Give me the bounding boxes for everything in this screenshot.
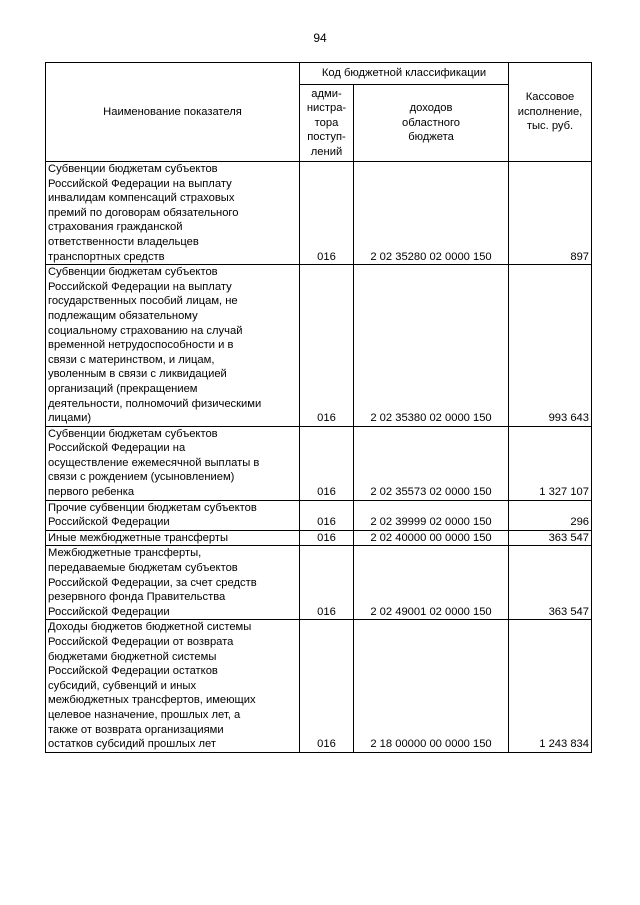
header-amount-line: Кассовое: [525, 91, 575, 104]
header-amount-line: исполнение,: [517, 105, 583, 118]
header-cash-execution: [509, 63, 592, 162]
indicator-name-line: Российской Федерации: [48, 516, 170, 529]
indicator-name-line: связи с материнством, и лицам,: [48, 353, 215, 366]
indicator-name-line: Доходы бюджетов бюджетной системы: [48, 621, 252, 634]
indicator-name-line: страхования гражданской: [48, 221, 183, 234]
indicator-name-line: остатков субсидий прошлых лет: [48, 738, 217, 751]
administrator-code-cell: 016: [300, 500, 354, 530]
cash-execution-cell: 363 547: [509, 530, 592, 546]
indicator-name-line: целевое назначение, прошлых лет, а: [48, 708, 241, 721]
indicator-name-line: инвалидам компенсаций страховых: [48, 192, 235, 205]
indicator-name-line: Российской Федерации остатков: [48, 665, 218, 678]
administrator-code-cell: 016: [300, 162, 354, 265]
indicator-name-cell: [46, 530, 300, 546]
revenue-code-cell: 2 18 00000 00 0000 150: [354, 620, 509, 752]
table-row: [46, 426, 592, 500]
indicator-name-cell: [46, 265, 300, 427]
indicator-name-line: Иные межбюджетные трансферты: [48, 531, 228, 544]
revenue-code-cell: 2 02 35280 02 0000 150: [354, 162, 509, 265]
indicator-name-cell: [46, 162, 300, 265]
indicator-name-line: подлежащим обязательному: [48, 309, 198, 322]
indicator-name-line: премий по договорам обязательного: [48, 206, 239, 219]
header-admin-line: нистра-: [306, 102, 347, 115]
indicator-name-line: межбюджетных трансфертов, имеющих: [48, 694, 256, 707]
header-admin-line: лений: [310, 145, 343, 158]
table-row: [46, 500, 592, 530]
table-row: [46, 162, 592, 265]
indicator-name-cell: [46, 620, 300, 752]
header-code-line: доходов: [409, 102, 453, 115]
cash-execution-cell: 296: [509, 500, 592, 530]
header-admin-line: поступ-: [307, 131, 346, 144]
indicator-name-line: Российской Федерации на выплату: [48, 280, 232, 293]
budget-table: [45, 62, 592, 753]
indicator-name-line: социальному страхованию на случай: [48, 324, 243, 337]
cash-execution-cell: 1 327 107: [509, 426, 592, 500]
table-row: [46, 265, 592, 427]
administrator-code-cell: 016: [300, 546, 354, 620]
revenue-code-cell: 2 02 40000 00 0000 150: [354, 530, 509, 546]
table-row: [46, 620, 592, 752]
indicator-name-line: Межбюджетные трансферты,: [48, 547, 202, 560]
revenue-code-cell: 2 02 39999 02 0000 150: [354, 500, 509, 530]
indicator-name-cell: [46, 500, 300, 530]
header-admin-line: тора: [314, 116, 339, 129]
indicator-name-line: Субвенции бюджетам субъектов: [48, 266, 218, 279]
indicator-name-line: бюджетами бюджетной системы: [48, 650, 217, 663]
administrator-code-cell: 016: [300, 426, 354, 500]
administrator-code-cell: 016: [300, 620, 354, 752]
page-number: 94: [313, 31, 327, 45]
header-amount-line: тыс. руб.: [526, 120, 574, 133]
header-code-line: бюджета: [408, 131, 454, 144]
table-row: [46, 530, 592, 546]
header-revenue-code: [354, 85, 509, 162]
indicator-name-line: государственных пособий лицам, не: [48, 295, 238, 308]
indicator-name-line: Российской Федерации: [48, 605, 170, 618]
indicator-name-line: передаваемые бюджетам субъектов: [48, 562, 238, 575]
cash-execution-cell: 363 547: [509, 546, 592, 620]
cash-execution-cell: 1 243 834: [509, 620, 592, 752]
indicator-name-line: Субвенции бюджетам субъектов: [48, 163, 218, 175]
indicator-name-line: связи с рождением (усыновлением): [48, 471, 235, 484]
table-row: [46, 546, 592, 620]
indicator-name-line: Российской Федерации на выплату: [48, 177, 232, 190]
indicator-name-line: организаций (прекращением: [48, 382, 198, 395]
indicator-name-cell: [46, 426, 300, 500]
header-budget-classification-code: Код бюджетной классификации: [300, 63, 509, 85]
revenue-code-cell: 2 02 49001 02 0000 150: [354, 546, 509, 620]
revenue-code-cell: 2 02 35380 02 0000 150: [354, 265, 509, 427]
indicator-name-line: Российской Федерации от возврата: [48, 636, 234, 648]
indicator-name-line: Субвенции бюджетам субъектов: [48, 427, 218, 440]
indicator-name-line: ответственности владельцев: [48, 235, 199, 248]
cash-execution-cell: 993 643: [509, 265, 592, 427]
indicator-name-cell: [46, 546, 300, 620]
cash-execution-cell: 897: [509, 162, 592, 265]
administrator-code-cell: 016: [300, 265, 354, 427]
revenue-code-cell: 2 02 35573 02 0000 150: [354, 426, 509, 500]
indicator-name-line: лицами): [48, 412, 92, 425]
indicator-name-line: также от возврата организациями: [48, 723, 224, 736]
indicator-name-line: субсидий, субвенций и иных: [48, 679, 197, 692]
indicator-name-line: транспортных средств: [48, 250, 165, 263]
indicator-name-line: Российской Федерации, за счет средств: [48, 576, 257, 589]
indicator-name-line: осуществление ежемесячной выплаты в: [48, 456, 260, 469]
indicator-name-line: временной нетрудоспособности и в: [48, 339, 234, 352]
indicator-name-line: уволенным в связи с ликвидацией: [48, 368, 227, 381]
indicator-name-line: Прочие субвенции бюджетам субъектов: [48, 501, 257, 514]
indicator-name-line: деятельности, полномочий физическими: [48, 397, 262, 410]
header-code-line: областного: [401, 116, 461, 129]
indicator-name-line: первого ребенка: [48, 486, 135, 499]
indicator-name-line: Российской Федерации на: [48, 442, 186, 455]
header-indicator-name: Наименование показателя: [46, 63, 300, 162]
table-body: [46, 162, 592, 753]
header-admin-line: адми-: [311, 87, 342, 100]
header-administrator: [300, 85, 354, 162]
indicator-name-line: резервного фонда Правительства: [48, 591, 226, 604]
administrator-code-cell: 016: [300, 530, 354, 546]
